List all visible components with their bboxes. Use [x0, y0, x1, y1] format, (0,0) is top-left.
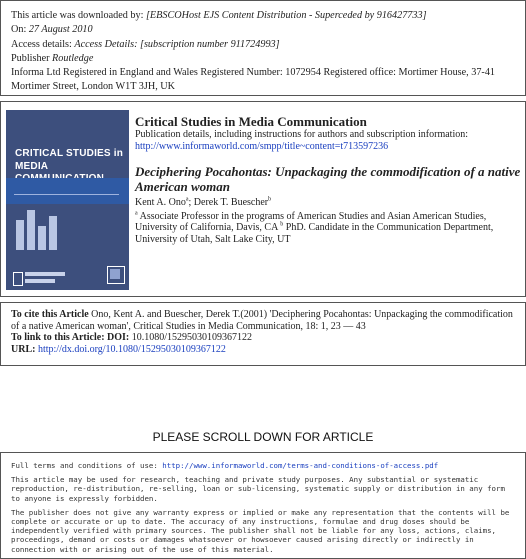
cover-graphic — [16, 210, 66, 250]
citation-box — [0, 302, 526, 366]
cover-title: CRITICAL STUDIES in MEDIA — [15, 148, 124, 172]
doi-url-link[interactable]: http://dx.doi.org/10.1080/15295030109367122 — [35, 343, 226, 355]
citation-line: To cite this Article Ono, Kent A. and Buescher, Derek T.(2001) 'Deciphering Pocahontas: Unpackaging the commodification of a native American woman', Critical Studies in Media Communication, 18: 1, 23 — 43 — [11, 309, 513, 332]
publisher-address: Informa Ltd Registered in England and Wales Registered Number: 1072954 Registered office: Mortimer House, 37-41 Mortimer Street, London W1T 3JH, UK — [11, 67, 496, 93]
terms-link[interactable]: http://www.informaworld.com/terms-and-conditions-of-access.pdf — [162, 461, 439, 470]
terms-link-line: Full terms and conditions of use: http://www.informaworld.com/terms-and-conditions-of-access.pdf — [11, 461, 439, 470]
publisher-line: Publisher Routledge — [11, 52, 94, 64]
terms-box — [0, 452, 526, 559]
download-info-box — [0, 0, 526, 96]
publisher-logo-icon — [13, 272, 23, 286]
journal-url-link[interactable]: http://www.informaworld.com/smpp/title~content=t713597236 — [135, 140, 389, 152]
author-affiliations: $^a$ Associate Professor in the programs of American Studies and Asian American Studies, University of California, Davis, CA $^b$ PhD. Candidate in the Communication Department, University of Utah, Salt Lake City, UT — [135, 210, 494, 245]
journal-details — [135, 114, 523, 245]
publisher-mark — [25, 272, 65, 276]
usage-terms: This article may be used for research, teaching and private study purposes. Any substantial or systematic reproduction, re-distribution, re-selling, loan or sub-licensing, systematic supply or distribution in any form to anyone is expressly forbidden. — [11, 475, 505, 503]
downloaded-by-line: This article was downloaded by: [EBSCOHost EJS Content Distribution - Superceded by 916427733] — [11, 10, 427, 21]
journal-info-box — [0, 101, 526, 297]
cover-band — [6, 178, 129, 204]
cover-rule — [14, 194, 119, 195]
scroll-notice: PLEASE SCROLL DOWN FOR ARTICLE — [152, 430, 374, 444]
url-line: URL: http://dx.doi.org/10.1080/15295030109367122 — [11, 343, 226, 355]
publication-details: Publication details, including instructions for authors and subscription information: — [135, 129, 469, 140]
disclaimer: The publisher does not give any warranty express or implied or make any representation that the contents will be complete or accurate or up to date. The accuracy of any instructions, formulae and drug doses should be independently verified with primary sources. The publisher shall not be liable for any loss, actions, claims, proceedings, demand or costs or damages whatsoever or howsoever caused arising directly or indirectly in connection with or arising out of the use of this material. — [11, 507, 510, 554]
article-authors: Kent A. Ono$^a$; Derek T. Buescher$^b$ — [135, 196, 272, 208]
article-title: Deciphering Pocahontas: Unpackaging the commodification of a native American woman — [135, 164, 521, 194]
access-details-line: Access details: Access Details: [subscription number 911724993] — [11, 38, 280, 50]
download-date-line: On: 27 August 2010 — [11, 24, 93, 36]
publisher-mark-2 — [25, 279, 55, 283]
journal-title: Critical Studies in Media Communication — [135, 114, 367, 129]
doi-line: To link to this Article: DOI: 10.1080/15295030109367122 — [11, 332, 253, 344]
journal-cover-image — [6, 110, 129, 290]
